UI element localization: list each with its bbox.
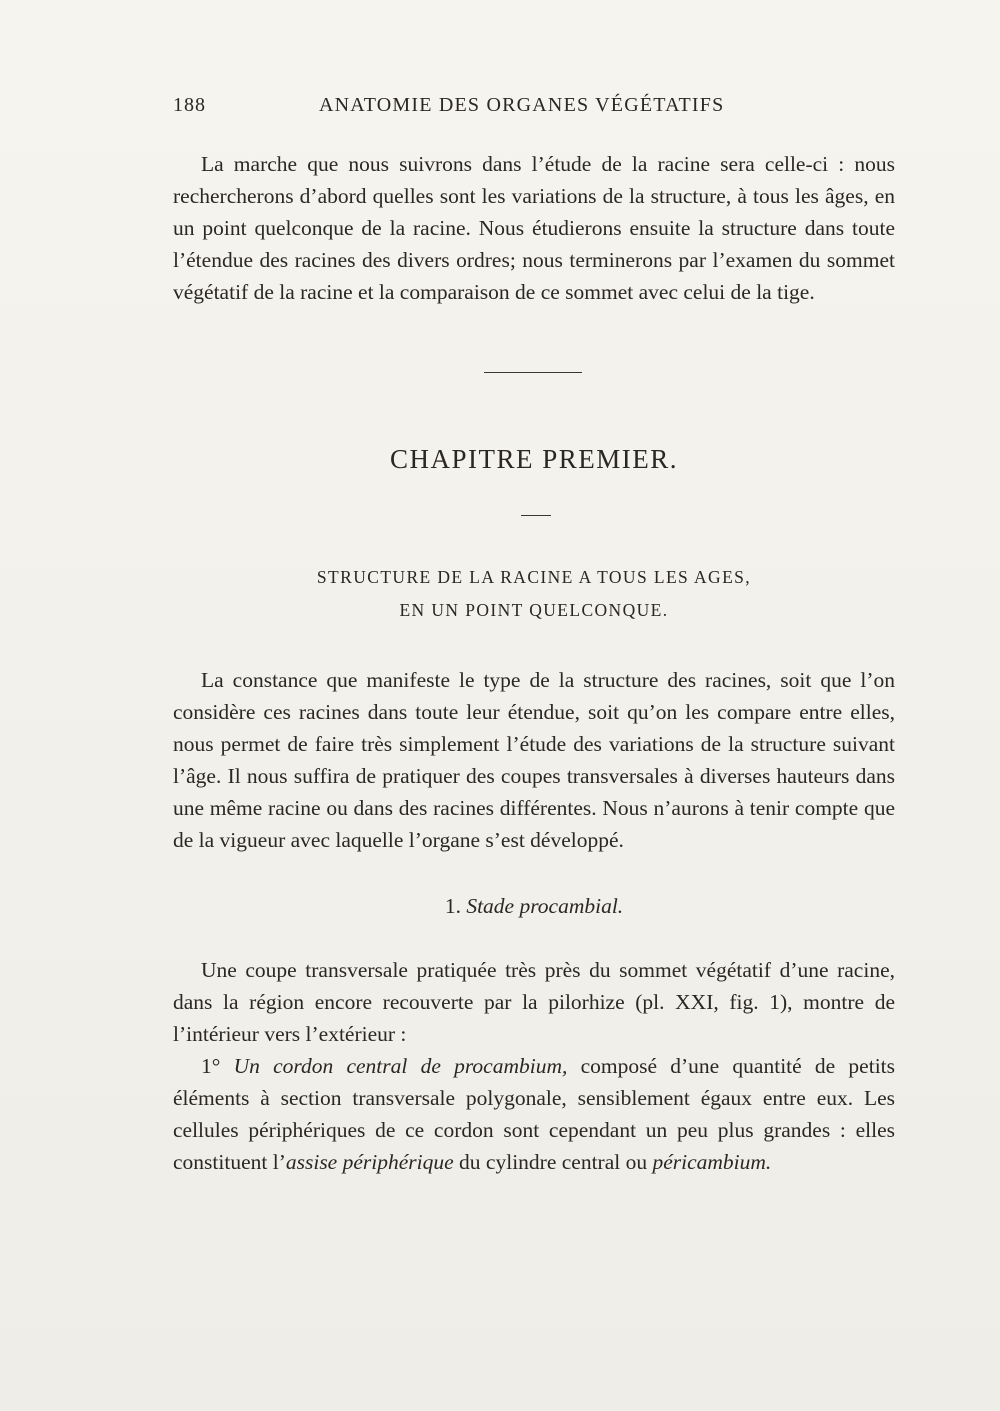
chapter-title: CHAPITRE PREMIER. (389, 444, 679, 474)
page-number: 188 (173, 94, 206, 116)
body-paragraph: La constance que manifeste le type de la structure des racines, soit que l’on considère ces racines dans toute leur étendue, soit qu’on les compare entre elles, nous permet de faire très simplement l’étude des variations de la structure suivant l’âge. Il nous suffira de pratiquer des coupes transversales à diverses hauteurs dans une même racine ou dans des racines différentes. Nous n’aurons à tenir compte que de la vigueur avec laquelle l’organe s’est développé. (173, 668, 895, 852)
item-term: Un cordon central de procambium, (233, 1054, 568, 1078)
section-title-line-2: EN UN POINT QUELCONQUE. (399, 600, 669, 620)
body-paragraph-block (173, 664, 895, 856)
item-text-1: composé d’une quantité de petits éléments à section transversale polygonale, sensiblement égaux entre eux. Les cellules périphériques de ce cordon sont cependant un peu plus grandes : elles constituent l’ (173, 1054, 896, 1174)
subsection-title: Stade procambial. (466, 894, 624, 918)
chapter-divider-rule (521, 515, 551, 516)
subsection-heading (173, 894, 895, 919)
section-title-line-1: STRUCTURE DE LA RACINE A TOUS LES AGES, (316, 567, 752, 587)
intro-paragraph-block (173, 148, 895, 308)
running-head (173, 94, 895, 124)
subsection-number: 1. (444, 894, 461, 918)
item-marker: 1° (201, 1054, 221, 1078)
numbered-item (173, 1050, 895, 1178)
section-divider-rule (484, 372, 582, 373)
running-title: ANATOMIE DES ORGANES VÉGÉTATIFS (319, 94, 725, 116)
body-paragraph-block-2 (173, 954, 895, 1178)
intro-paragraph: La marche que nous suivrons dans l’étude de la racine sera celle-ci : nous rechercherons d’abord quelles sont les variations de la structure, à tous les âges, en un point quelconque de la racine. Nous étudierons ensuite la structure dans toute l’étendue des racines des divers ordres; nous terminerons par l’examen du sommet végétatif de la racine et la comparaison de ce sommet avec celui de la tige. (173, 152, 895, 304)
item-text-2: du cylindre central ou (453, 1150, 653, 1174)
item-term-3: péricambium. (652, 1150, 772, 1174)
item-term-2: assise périphérique (285, 1150, 454, 1174)
body-paragraph-2: Une coupe transversale pratiquée très près du sommet végétatif d’une racine, dans la région encore recouverte par la pilorhize (pl. XXI, fig. 1), montre de l’intérieur vers l’extérieur : (173, 958, 895, 1046)
